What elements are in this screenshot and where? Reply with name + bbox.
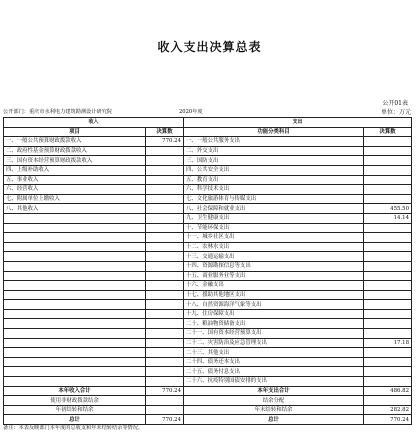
income-value <box>146 319 184 329</box>
income-item <box>4 377 146 387</box>
income-value <box>146 271 184 281</box>
table-row <box>4 223 412 233</box>
income-value <box>146 309 184 319</box>
expense-item: 六、科学技术支出 <box>184 185 364 195</box>
expense-item: 七、文化旅游体育与传媒支出 <box>184 194 364 204</box>
income-value <box>146 338 184 348</box>
column-header-row <box>4 127 412 137</box>
expense-item: 十、节能环保支出 <box>184 223 364 233</box>
expense-item: 二十二、灾害防治及应急管理支出 <box>184 338 364 348</box>
table-row <box>4 281 412 291</box>
total-row <box>4 386 412 396</box>
table-row <box>4 357 412 367</box>
footnote: 备注：本表反映部门本年度的总收支和年末结转结余等情况。 <box>3 425 144 431</box>
expense-item: 二十五、债务付息支出 <box>184 367 364 377</box>
fund-row <box>4 396 412 406</box>
year-label: 2020年度 <box>179 109 203 115</box>
table-row <box>4 290 412 300</box>
expense-value <box>364 175 412 185</box>
org-label: 公开部门：重庆市水利电力建筑勘测设计研究院 <box>3 109 112 115</box>
table-row <box>4 261 412 271</box>
expense-value <box>364 319 412 329</box>
income-item <box>4 309 146 319</box>
table-row <box>4 252 412 262</box>
page-title: 收入支出决算总表 <box>157 40 262 54</box>
expense-item: 五、教育支出 <box>184 175 364 185</box>
table-row <box>4 367 412 377</box>
expense-value <box>364 271 412 281</box>
expense-value <box>364 357 412 367</box>
income-item <box>4 367 146 377</box>
expense-item: 十八、自然资源海洋气象等支出 <box>184 300 364 310</box>
use-fund-value <box>146 396 184 406</box>
sum-label-b: 总计 <box>184 415 364 425</box>
table-row <box>4 309 412 319</box>
unit-label: 单位：万元 <box>380 109 411 116</box>
income-item: 一、一般公共预算财政拨款收入 <box>4 137 146 147</box>
income-value <box>146 185 184 195</box>
income-value <box>146 252 184 262</box>
income-value <box>146 348 184 358</box>
income-item <box>4 242 146 252</box>
table-row <box>4 329 412 339</box>
section-expense: 支出 <box>184 118 412 128</box>
table-row <box>4 185 412 195</box>
expense-item: 四、公共安全支出 <box>184 165 364 175</box>
income-item <box>4 290 146 300</box>
expense-value <box>364 348 412 358</box>
table-row <box>4 213 412 223</box>
use-fund-label: 使用非财政拨款结余 <box>4 396 146 406</box>
expense-value: 14.14 <box>364 213 412 223</box>
table-row <box>4 348 412 358</box>
income-value <box>146 223 184 233</box>
meta-line <box>3 107 411 117</box>
total-income-label: 本年收入合计 <box>4 386 146 396</box>
col-budget-a: 决算数 <box>146 127 184 137</box>
expense-value <box>364 300 412 310</box>
section-income: 收入 <box>4 118 184 128</box>
expense-value <box>364 146 412 156</box>
income-item <box>4 281 146 291</box>
income-item <box>4 300 146 310</box>
end-value: 282.82 <box>364 405 412 415</box>
income-value <box>146 233 184 243</box>
income-value <box>146 165 184 175</box>
expense-value <box>364 290 412 300</box>
expense-value <box>364 329 412 339</box>
expense-item: 二十、粮油物资储备支出 <box>184 319 364 329</box>
income-value: 770.24 <box>146 137 184 147</box>
expense-value <box>364 242 412 252</box>
income-value <box>146 357 184 367</box>
expense-value <box>364 156 412 166</box>
income-item <box>4 261 146 271</box>
income-item: 六、经营收入 <box>4 185 146 195</box>
table-row <box>4 377 412 387</box>
expense-item: 十四、资源勘探信息等支出 <box>184 261 364 271</box>
table-row <box>4 194 412 204</box>
expense-item: 十二、农林水支出 <box>184 242 364 252</box>
expense-value: 17.18 <box>364 338 412 348</box>
table-row <box>4 319 412 329</box>
income-item <box>4 223 146 233</box>
income-expense-table <box>3 117 412 425</box>
income-item: 三、国有资本经营预算财政拨款收入 <box>4 156 146 166</box>
expense-item: 十三、交通运输支出 <box>184 252 364 262</box>
expense-item: 三、国防支出 <box>184 156 364 166</box>
expense-item: 二、外交支出 <box>184 146 364 156</box>
table-row <box>4 300 412 310</box>
income-value <box>146 281 184 291</box>
total-income-value: 770.24 <box>146 386 184 396</box>
income-item: 八、其他收入 <box>4 204 146 214</box>
income-value <box>146 261 184 271</box>
income-value <box>146 175 184 185</box>
expense-item: 二十三、其他支出 <box>184 348 364 358</box>
expense-value <box>364 309 412 319</box>
expense-item: 十六、金融支出 <box>184 281 364 291</box>
expense-value <box>364 194 412 204</box>
income-value <box>146 146 184 156</box>
expense-value <box>364 165 412 175</box>
table-row <box>4 242 412 252</box>
col-item: 项目 <box>4 127 146 137</box>
expense-value <box>364 261 412 271</box>
table-row <box>4 338 412 348</box>
income-value <box>146 367 184 377</box>
income-item <box>4 233 146 243</box>
fund-alloc-label: 结余分配 <box>184 396 364 406</box>
total-expense-value: 486.82 <box>364 386 412 396</box>
table-row <box>4 271 412 281</box>
sum-value-b: 770.24 <box>364 415 412 425</box>
table-row <box>4 175 412 185</box>
expense-value <box>364 185 412 195</box>
expense-value <box>364 377 412 387</box>
table-row <box>4 137 412 147</box>
expense-item: 二十一、国有资本经营预算支出 <box>184 329 364 339</box>
sum-label-a: 总计 <box>4 415 146 425</box>
expense-item: 十七、援助其他地区支出 <box>184 290 364 300</box>
begin-label: 年初结转和结余 <box>4 405 146 415</box>
expense-value <box>364 281 412 291</box>
income-value <box>146 194 184 204</box>
income-value <box>146 290 184 300</box>
expense-value <box>364 252 412 262</box>
income-item: 四、上级补助收入 <box>4 165 146 175</box>
income-value <box>146 377 184 387</box>
income-item <box>4 338 146 348</box>
section-header-row <box>4 118 412 128</box>
expense-item: 九、卫生健康支出 <box>184 213 364 223</box>
expense-item: 十一、城乡社区支出 <box>184 233 364 243</box>
expense-item: 二十六、抗疫特别国债安排的支出 <box>184 377 364 387</box>
table-row <box>4 165 412 175</box>
col-budget-b: 决算数 <box>364 127 412 137</box>
income-item <box>4 271 146 281</box>
income-value <box>146 204 184 214</box>
expense-value <box>364 223 412 233</box>
fund-alloc-value <box>364 396 412 406</box>
end-label: 年末结转和结余 <box>184 405 364 415</box>
expense-item: 十五、商业服务业等支出 <box>184 271 364 281</box>
form-code: 公开01表 <box>382 100 408 107</box>
expense-item: 一、一般公共服务支出 <box>184 137 364 147</box>
expense-value <box>364 367 412 377</box>
income-item <box>4 213 146 223</box>
income-value <box>146 329 184 339</box>
table-row <box>4 146 412 156</box>
col-func: 功能分类科目 <box>184 127 364 137</box>
income-value <box>146 213 184 223</box>
income-item: 二、政府性基金预算财政拨款收入 <box>4 146 146 156</box>
table-row <box>4 156 412 166</box>
income-value <box>146 300 184 310</box>
expense-item: 八、社会保障和就业支出 <box>184 204 364 214</box>
sum-value-a: 770.24 <box>146 415 184 425</box>
income-item <box>4 348 146 358</box>
income-item: 五、事业收入 <box>4 175 146 185</box>
expense-item: 十九、住房保障支出 <box>184 309 364 319</box>
income-item: 七、附属单位上缴收入 <box>4 194 146 204</box>
table-row <box>4 204 412 214</box>
expense-value: 455.50 <box>364 204 412 214</box>
expense-value <box>364 137 412 147</box>
total-expense-label: 本年支出合计 <box>184 386 364 396</box>
carry-row <box>4 405 412 415</box>
income-value <box>146 156 184 166</box>
income-item <box>4 319 146 329</box>
expense-value <box>364 233 412 243</box>
income-item <box>4 357 146 367</box>
income-item <box>4 329 146 339</box>
expense-item: 二十四、债务还本支出 <box>184 357 364 367</box>
income-value <box>146 242 184 252</box>
income-item <box>4 252 146 262</box>
table-row <box>4 233 412 243</box>
begin-value <box>146 405 184 415</box>
